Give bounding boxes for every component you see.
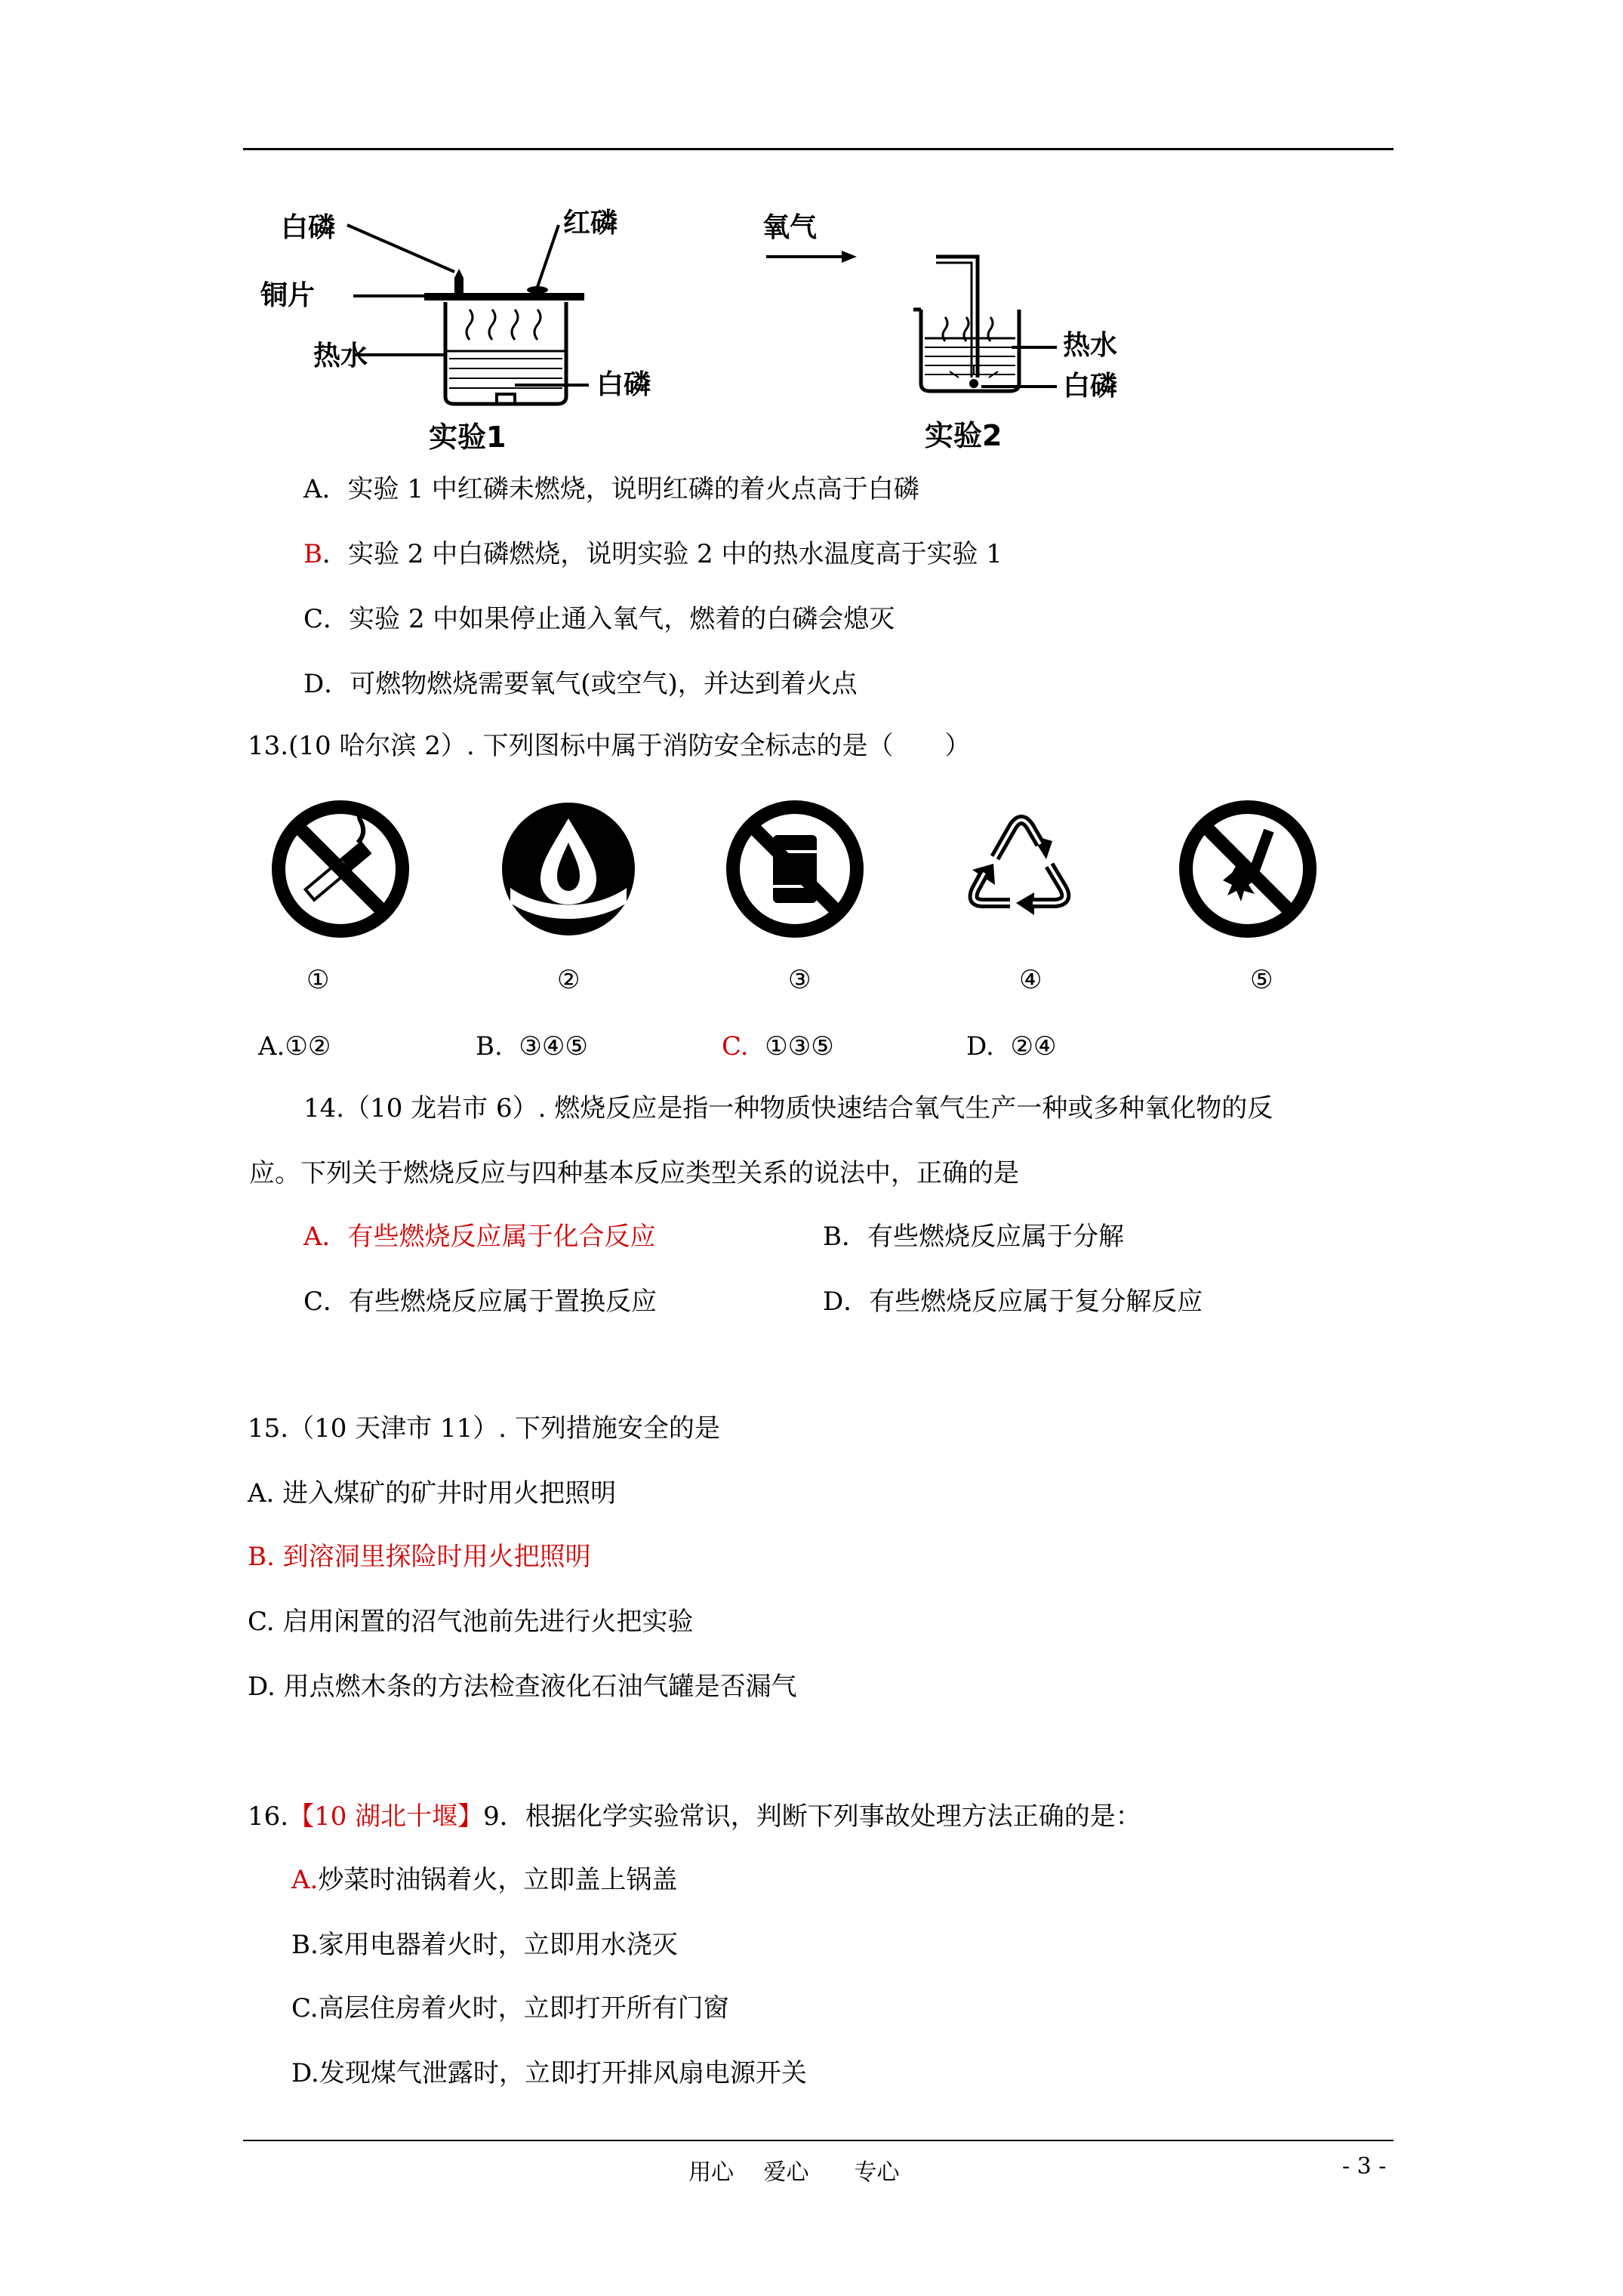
q14-option-a: A．有些燃烧反应属于化合反应 bbox=[303, 1222, 656, 1252]
q15-option-b: B. 到溶洞里探险时用火把照明 bbox=[248, 1542, 591, 1572]
q12-option-c bbox=[303, 603, 895, 636]
q16-option-d-letter: D. bbox=[291, 2058, 319, 2088]
q13-option-b-letter: B. bbox=[476, 1031, 503, 1062]
copper-plate bbox=[424, 293, 584, 300]
q16-option-c-letter: C. bbox=[291, 1993, 319, 2023]
q13-option-b-text: ③④⑤ bbox=[502, 1031, 588, 1062]
q16-option-d-text: 发现煤气泄露时，立即打开排风扇电源开关 bbox=[319, 2058, 807, 2088]
q13-option-d-text: ②④ bbox=[993, 1031, 1057, 1062]
q13-stem: 13.(10 哈尔滨 2）. 下列图标中属于消防安全标志的是（ ） bbox=[248, 731, 971, 761]
q16-option-b bbox=[291, 1928, 678, 1962]
exp2-label-hot-water: 热水 bbox=[1063, 330, 1118, 361]
exp2-label-oxygen: 氧气 bbox=[762, 212, 818, 243]
q13-option-a-text: ①② bbox=[285, 1031, 331, 1062]
q16-option-a bbox=[291, 1863, 677, 1897]
water-saving-icon bbox=[497, 797, 640, 941]
page-number: - 3 - bbox=[1342, 2153, 1387, 2180]
q15-stem: 15.（10 天津市 11）. 下列措施安全的是 bbox=[248, 1413, 720, 1444]
q16-stem-number: 16. bbox=[248, 1801, 289, 1832]
q16-option-c bbox=[291, 1992, 729, 2025]
recycle-icon bbox=[950, 797, 1093, 941]
exp1-caption: 实验1 bbox=[429, 421, 507, 454]
exp1-label-copper: 铜片 bbox=[260, 280, 316, 311]
q16-option-a-text: 炒菜时油锅着火，立即盖上锅盖 bbox=[318, 1865, 678, 1895]
q14-option-d: D．有些燃烧反应属于复分解反应 bbox=[823, 1287, 1203, 1317]
exp1-label-red-p: 红磷 bbox=[563, 208, 618, 239]
exp2-label-white-p: 白磷 bbox=[1063, 371, 1118, 402]
q15-option-d: D. 用点燃木条的方法检查液化石油气罐是否漏气 bbox=[248, 1672, 797, 1702]
exp1-beaker bbox=[445, 302, 566, 404]
footer-rule bbox=[243, 2140, 1394, 2141]
sign-label-5: ⑤ bbox=[1250, 965, 1273, 995]
q12-option-b bbox=[303, 538, 1002, 571]
q12-option-a-text: ．实验 1 中红磷未燃烧，说明红磷的着火点高于白磷 bbox=[322, 474, 919, 504]
q12-option-d bbox=[303, 667, 858, 701]
q16-option-a-letter: A. bbox=[291, 1865, 319, 1895]
q13-option-c-text: ①③⑤ bbox=[748, 1031, 834, 1062]
q14-stem-line2: 应。下列关于燃烧反应与四种基本反应类型关系的说法中，正确的是 bbox=[249, 1158, 1019, 1188]
q14-option-b: B．有些燃烧反应属于分解 bbox=[823, 1222, 1124, 1252]
q16-option-d bbox=[291, 2057, 807, 2090]
q14-option-c: C．有些燃烧反应属于置换反应 bbox=[303, 1287, 658, 1317]
no-fireworks-icon bbox=[1176, 797, 1320, 941]
q12-option-c-letter: C bbox=[303, 604, 324, 634]
footer-motto: 用心 爱心 专心 bbox=[688, 2159, 900, 2186]
q16-option-b-letter: B. bbox=[291, 1930, 319, 1960]
sign-label-1: ① bbox=[306, 965, 330, 995]
exp2-caption: 实验2 bbox=[925, 419, 1002, 452]
q13-option-b bbox=[476, 1030, 588, 1063]
no-smoking-icon bbox=[269, 797, 412, 941]
header-rule bbox=[243, 148, 1394, 150]
q12-option-b-letter: B bbox=[303, 539, 322, 569]
q12-option-d-text: ．可燃物燃烧需要氧气(或空气)，并达到着火点 bbox=[324, 669, 858, 699]
exp1-label-white-p-top: 白磷 bbox=[281, 212, 336, 243]
sign-label-4: ④ bbox=[1019, 965, 1042, 995]
q16-stem-source: 【10 湖北十堰】 bbox=[288, 1801, 484, 1832]
q12-option-d-letter: D bbox=[303, 669, 325, 699]
q13-option-d-letter: D. bbox=[966, 1031, 994, 1062]
q12-option-c-text: ．实验 2 中如果停止通入氧气，燃着的白磷会熄灭 bbox=[323, 604, 895, 634]
q13-option-c bbox=[722, 1030, 834, 1063]
sign-label-2: ② bbox=[557, 965, 581, 995]
sign-label-3: ③ bbox=[788, 965, 812, 995]
exp2-beaker bbox=[913, 310, 1019, 391]
q15-option-c: C. 启用闲置的沼气池前先进行火把实验 bbox=[248, 1607, 694, 1637]
no-oil-drum-icon bbox=[723, 797, 867, 941]
q16-stem bbox=[248, 1800, 1141, 1833]
q16-option-b-text: 家用电器着火时，立即用水浇灭 bbox=[318, 1930, 678, 1960]
q12-option-a-letter: A bbox=[303, 474, 322, 504]
q12-option-b-text: ．实验 2 中白磷燃烧，说明实验 2 中的热水温度高于实验 1 bbox=[322, 539, 1002, 569]
q13-option-d bbox=[966, 1030, 1056, 1063]
q13-option-a bbox=[258, 1030, 331, 1063]
q13-option-c-letter: C. bbox=[722, 1031, 749, 1062]
q16-stem-text: 9．根据化学实验常识，判断下列事故处理方法正确的是： bbox=[483, 1801, 1141, 1832]
experiment-figure bbox=[257, 196, 1238, 453]
q15-option-a: A. 进入煤矿的矿井时用火把照明 bbox=[248, 1478, 617, 1509]
q14-stem-line1: 14.（10 龙岩市 6）. 燃烧反应是指一种物质快速结合氧气生产一种或多种氧化物的反 bbox=[303, 1093, 1273, 1123]
q16-option-c-text: 高层住房着火时，立即打开所有门窗 bbox=[318, 1993, 729, 2023]
exp1-label-hot-water: 热水 bbox=[313, 341, 368, 371]
exp1-label-white-p-bottom: 白磷 bbox=[596, 369, 651, 400]
q13-option-a-letter: A. bbox=[258, 1031, 285, 1062]
q12-option-a bbox=[303, 473, 919, 506]
